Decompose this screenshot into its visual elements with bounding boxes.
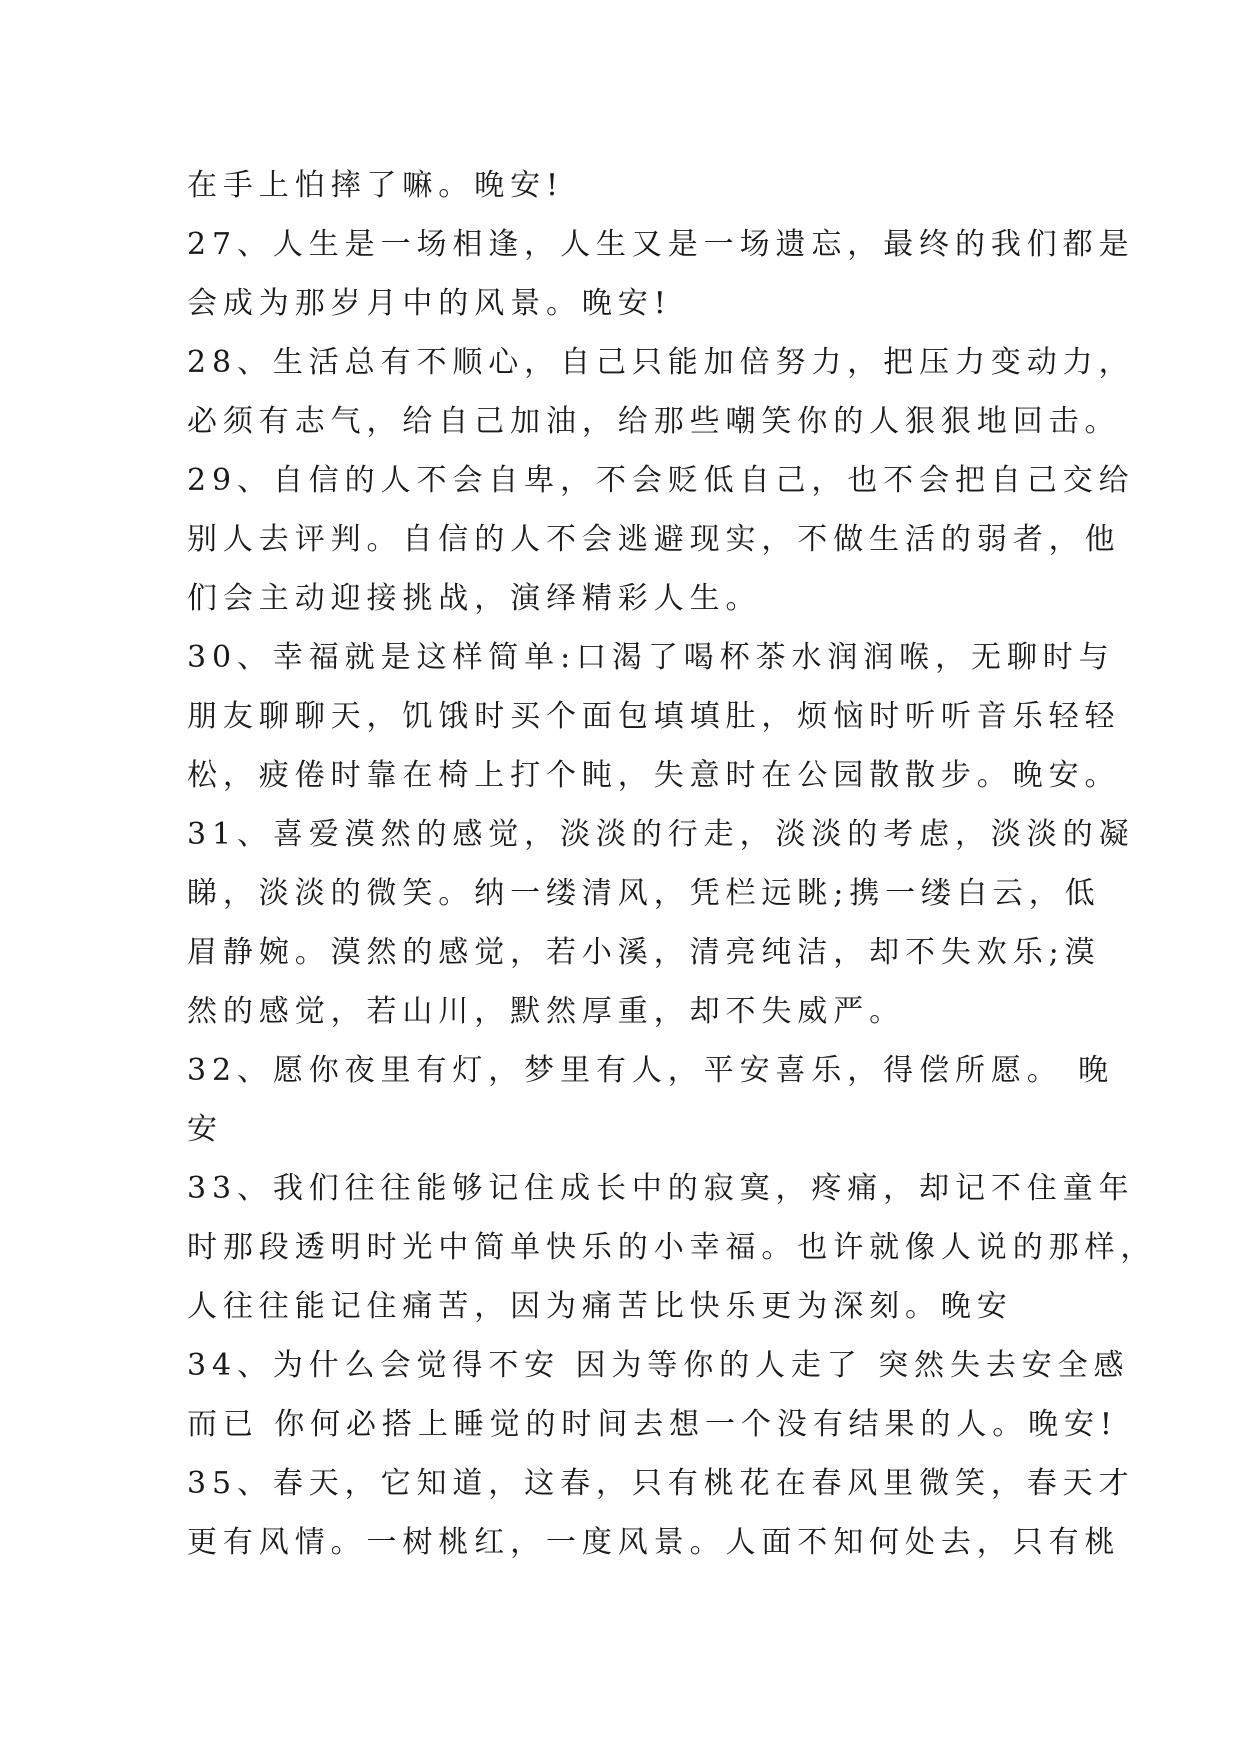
text-line: 朋友聊聊天，饥饿时买个面包填填肚，烦恼时听听音乐轻轻: [187, 699, 1121, 734]
text-line: 27、人生是一场相逢，人生又是一场遗忘，最终的我们都是: [187, 227, 1135, 262]
text-line: 32、愿你夜里有灯，梦里有人，平安喜乐，得偿所愿。 晚: [187, 1053, 1115, 1088]
text-line: 33、我们往往能够记住成长中的寂寞，疼痛，却记不住童年: [187, 1171, 1135, 1206]
text-line: 而已 你何必搭上睡觉的时间去想一个没有结果的人。晚安!: [187, 1407, 1118, 1442]
text-line: 35、春天，它知道，这春，只有桃花在春风里微笑，春天才: [187, 1466, 1135, 1501]
body-text: [187, 156, 1157, 1572]
text-line: 时那段透明时光中简单快乐的小幸福。也许就像人说的那样，: [187, 1230, 1157, 1265]
text-line: 安: [187, 1112, 223, 1147]
text-line: 更有风情。一树桃红，一度风景。人面不知何处去，只有桃: [187, 1525, 1121, 1560]
text-line: 人往往能记住痛苦，因为痛苦比快乐更为深刻。晚安: [187, 1289, 1013, 1324]
text-line: 必须有志气，给自己加油，给那些嘲笑你的人狠狠地回击。: [187, 404, 1121, 439]
text-line: 在手上怕摔了嘛。晚安!: [187, 168, 564, 203]
text-line: 们会主动迎接挑战，演绎精彩人生。: [187, 581, 762, 616]
text-line: 会成为那岁月中的风景。晚安!: [187, 286, 672, 321]
text-line: 28、生活总有不顺心，自己只能加倍努力，把压力变动力，: [187, 345, 1135, 380]
text-line: 别人去评判。自信的人不会逃避现实，不做生活的弱者，他: [187, 522, 1121, 557]
text-line: 30、幸福就是这样简单:口渴了喝杯茶水润润喉，无聊时与: [187, 640, 1115, 675]
text-line: 29、自信的人不会自卑，不会贬低自己，也不会把自己交给: [187, 463, 1135, 498]
text-line: 眉静婉。漠然的感觉，若小溪，清亮纯洁，却不失欢乐;漠: [187, 935, 1101, 970]
text-line: 31、喜爱漠然的感觉，淡淡的行走，淡淡的考虑，淡淡的凝: [187, 817, 1135, 852]
text-line: 34、为什么会觉得不安 因为等你的人走了 突然失去安全感: [187, 1348, 1130, 1383]
text-line: 松，疲倦时靠在椅上打个盹，失意时在公园散散步。晚安。: [187, 758, 1121, 793]
text-line: 睇，淡淡的微笑。纳一缕清风，凭栏远眺;携一缕白云，低: [187, 876, 1101, 911]
text-line: 然的感觉，若山川，默然厚重，却不失威严。: [187, 994, 905, 1029]
